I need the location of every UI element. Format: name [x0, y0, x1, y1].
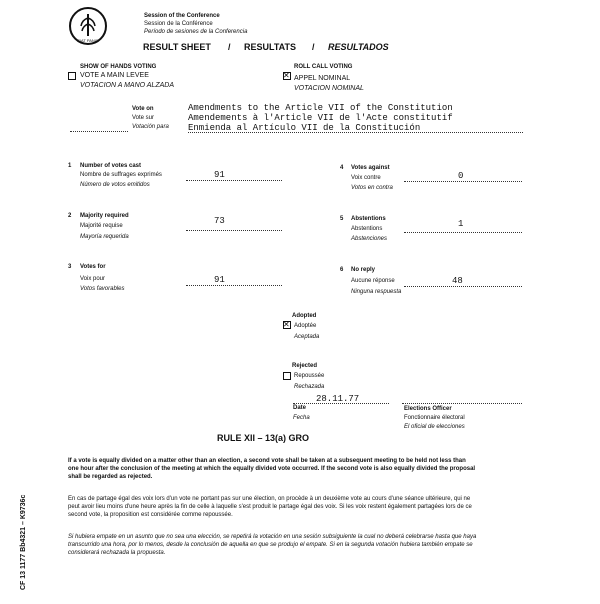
form-code: CF 13 1177 Bb4321 – K9736c [20, 494, 27, 590]
rule-title: RULE XII – 13(a) GRO [217, 433, 310, 443]
field-2-number: 2 [68, 213, 72, 219]
subject-leader-line [70, 131, 128, 132]
field-4-label-en: Votes against [351, 165, 390, 171]
session-es: Período de sesiones de la Conferencia [144, 29, 248, 35]
field-3-label-en: Votes for [80, 264, 106, 270]
date-label-en: Date [293, 405, 307, 411]
field-3-label-fr: Voix pour [80, 276, 106, 282]
field-2-line [186, 230, 282, 231]
field-6-label-en: No reply [351, 267, 376, 273]
field-2-label-en: Majority required [80, 213, 129, 219]
field-5-number: 5 [340, 216, 344, 222]
roll-call-heading: ROLL CALL VOTING [294, 64, 353, 70]
roll-call-label-fr: APPEL NOMINAL [294, 75, 351, 82]
rule-text-es: Si hubiera empate en un asunto que no sea una elección, se repetirá la votación en una sesión subsiguiente la cual no deberá celebrarse hasta que haya transcurrido una hora, por lo menos, desde la conclusión de aquella en que se produjo el empate. Si en la segunda votación hubiera también empate se considerará rechazada la propuesta. [68, 534, 477, 556]
field-5-label-en: Abstentions [351, 216, 386, 222]
officer-label-en: Elections Officer [404, 406, 452, 412]
field-1-label-fr: Nombre de suffrages exprimés [80, 172, 162, 178]
field-1-line [186, 180, 282, 181]
rejected-checkbox[interactable] [283, 372, 291, 380]
show-of-hands-checkbox[interactable] [68, 72, 76, 80]
field-6-label-fr: Aucune réponse [351, 278, 395, 284]
field-6-label-es: Ninguna respuesta [351, 289, 402, 295]
session-en: Session of the Conference [144, 13, 220, 19]
adopted-label-es: Aceptada [294, 334, 320, 340]
rule-text-en: If a vote is equally divided on a matter other than an election, a second vote shall be taken at a subsequent meeting to be held not less than one hour after the conclusion of the meeting at which the equally divided vote occurred. If the second vote is also equally divided the proposal shall be regarded as rejected. [68, 458, 476, 480]
field-4-label-es: Votos en contra [351, 185, 393, 191]
field-5-value: 1 [458, 219, 464, 229]
date-line [293, 403, 389, 404]
date-value: 28.11.77 [316, 394, 360, 404]
field-6-line [404, 286, 522, 287]
roll-call-label-es: VOTACION NOMINAL [294, 85, 364, 92]
adopted-label-fr: Adoptée [294, 323, 317, 329]
subject-value-es: Enmienda al Artículo VII de la Constitución [188, 123, 421, 133]
field-2-label-fr: Majorité requise [80, 223, 123, 229]
show-of-hands-label-fr: VOTE A MAIN LEVEE [80, 72, 149, 79]
field-2-value: 73 [214, 216, 225, 226]
officer-label-fr: Fonctionnaire électoral [404, 415, 465, 421]
subject-label-en: Vote on [132, 106, 154, 112]
adopted-label-en: Adopted [292, 313, 317, 319]
rejected-label-fr: Repoussée [294, 373, 325, 379]
field-6-number: 6 [340, 267, 344, 273]
field-1-label-es: Número de votos emitidos [80, 182, 150, 188]
field-1-value: 91 [214, 170, 225, 180]
field-3-label-es: Votos favorables [80, 286, 125, 292]
show-of-hands-label-es: VOTACION A MANO ALZADA [80, 82, 174, 89]
subject-label-fr: Vote sur [132, 115, 155, 121]
title-es: RESULTADOS [328, 42, 389, 52]
title-en: RESULT SHEET [143, 42, 211, 52]
field-4-value: 0 [458, 171, 464, 181]
subject-value-fr: Amendements à l'Article VII de l'Acte constitutif [188, 113, 453, 123]
field-5-label-es: Abstenciones [351, 236, 388, 242]
adopted-checkbox[interactable] [283, 321, 291, 329]
field-3-line [186, 285, 282, 286]
field-5-line [404, 232, 522, 233]
field-5-label-fr: Abstentions [351, 226, 383, 232]
rejected-label-es: Rechazada [294, 384, 325, 390]
field-2-label-es: Mayoría requerida [80, 234, 129, 240]
title-sep-2: / [312, 42, 315, 52]
field-1-label-en: Number of votes cast [80, 163, 142, 169]
show-of-hands-heading: SHOW OF HANDS VOTING [80, 64, 157, 70]
field-3-value: 91 [214, 275, 225, 285]
roll-call-checkbox[interactable] [283, 72, 291, 80]
title-sep-1: / [228, 42, 231, 52]
rule-text-fr: En cas de partage égal des voix lors d'un vote ne portant pas sur une élection, on procède à un deuxième vote au cours d'une séance ultérieure, qui ne peut avoir lieu moins d'une heure après la fin de celle à laquelle s'est produit le partage égal des voix. Si les voix restent également partagées lors de ce second vote, la proposition est considérée comme repoussée. [68, 496, 472, 518]
field-4-line [404, 181, 522, 182]
logo-text: FIAT PANIS [77, 38, 99, 43]
title-fr: RESULTATS [244, 42, 296, 52]
field-4-number: 4 [340, 165, 344, 171]
subject-value-en: Amendments to the Article VII of the Constitution [188, 103, 453, 113]
officer-signature-line [402, 403, 522, 404]
rejected-label-en: Rejected [292, 363, 318, 369]
subject-label-es: Votación para [132, 124, 169, 130]
subject-underline [188, 132, 523, 133]
field-6-value: 48 [452, 276, 463, 286]
session-fr: Session de la Conférence [144, 21, 213, 27]
officer-label-es: El oficial de elecciones [404, 424, 465, 430]
field-3-number: 3 [68, 264, 72, 270]
date-label-es: Fecha [293, 415, 310, 421]
field-1-number: 1 [68, 163, 72, 169]
fao-logo [68, 6, 108, 46]
field-4-label-fr: Voix contre [351, 175, 381, 181]
